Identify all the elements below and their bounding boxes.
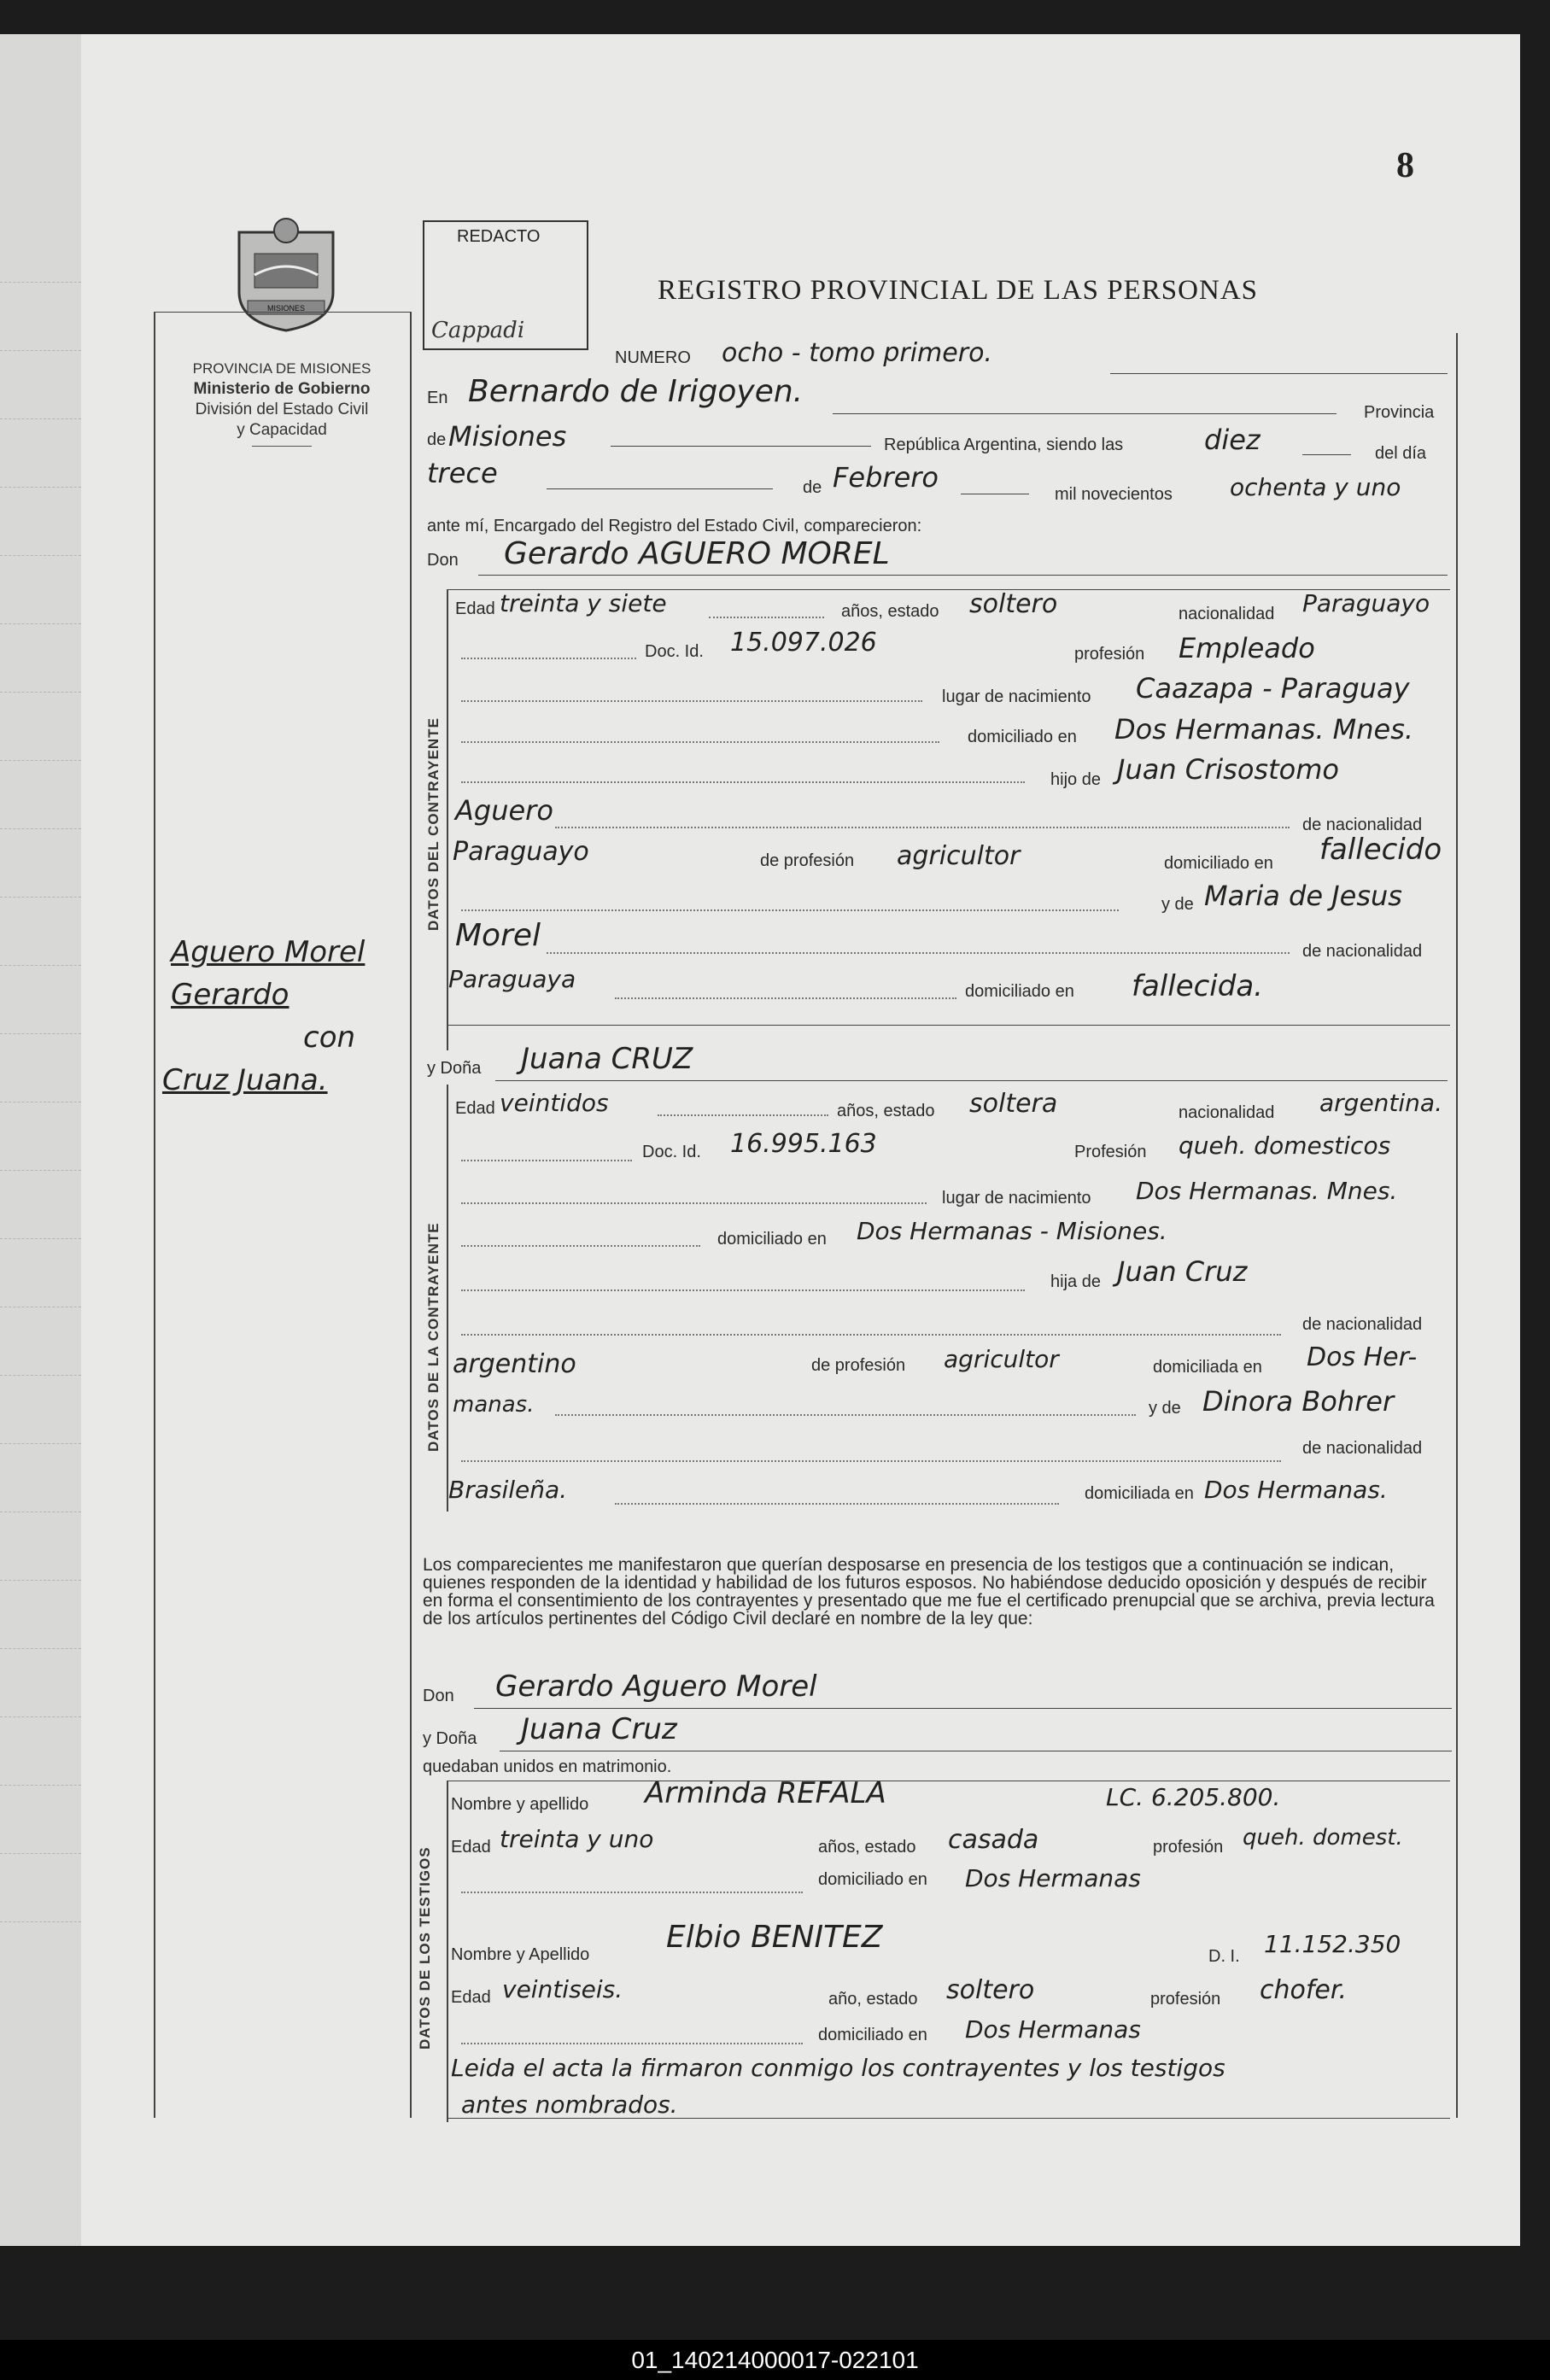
c-doc-label: Doc. Id. bbox=[645, 642, 704, 661]
t2-nombre-value: Elbio BENITEZ bbox=[666, 1920, 883, 1955]
t1-doc-value: LC. 6.205.800. bbox=[1106, 1783, 1281, 1811]
c-padre-dom-label: domiciliado en bbox=[1164, 854, 1273, 873]
de-label: de bbox=[427, 430, 447, 449]
t1-prof-value: queh. domest. bbox=[1243, 1825, 1403, 1851]
margin-note-bride: Cruz Juana. bbox=[162, 1063, 328, 1097]
f-padre-prof-value: agricultor bbox=[944, 1345, 1059, 1373]
republica-label: República Argentina, siendo las bbox=[884, 436, 1124, 454]
c-madre-dom-label: domiciliado en bbox=[965, 982, 1074, 1001]
c-nacionalidad-label: nacionalidad bbox=[1179, 605, 1275, 623]
margin-note-name: Gerardo bbox=[171, 978, 290, 1012]
closing-line-2: antes nombrados. bbox=[461, 2091, 678, 2119]
right-margin-rule bbox=[1456, 333, 1458, 2118]
institution-block bbox=[154, 359, 410, 452]
contrayenta-rule bbox=[447, 1085, 448, 1512]
t2-di-label: D. I. bbox=[1208, 1947, 1240, 1966]
c-madre-nac-value: Paraguaya bbox=[448, 965, 576, 993]
testigos-side-label: DATOS DE LOS TESTIGOS bbox=[417, 1846, 433, 2050]
page-number: 8 bbox=[1396, 146, 1414, 185]
contrayenta-side-label: DATOS DE LA CONTRAYENTE bbox=[425, 1222, 442, 1452]
c-edad-value: treinta y siete bbox=[500, 589, 667, 617]
inner-margin-rule bbox=[410, 312, 412, 2118]
c-madre-nac-label: de nacionalidad bbox=[1302, 942, 1423, 961]
c-padre-prof-label: de profesión bbox=[760, 851, 855, 870]
institution-ministry: Ministerio de Gobierno bbox=[193, 380, 371, 398]
f-madre-nac-value: Brasileña. bbox=[448, 1476, 568, 1504]
f-domicilio-value: Dos Hermanas - Misiones. bbox=[857, 1217, 1167, 1245]
c-padre-nac-label: de nacionalidad bbox=[1302, 816, 1423, 834]
f-padre-dom-value: Dos Her- bbox=[1307, 1342, 1418, 1372]
left-margin-rule bbox=[154, 312, 155, 2118]
f-lugar-value: Dos Hermanas. Mnes. bbox=[1136, 1177, 1398, 1205]
institution-province: PROVINCIA DE MISIONES bbox=[192, 360, 371, 377]
f-nacionalidad-value: argentina. bbox=[1319, 1089, 1442, 1117]
t1-edad-label: Edad bbox=[451, 1838, 491, 1857]
f-padre-value: Juan Cruz bbox=[1117, 1255, 1248, 1288]
f-estado-value: soltera bbox=[969, 1089, 1058, 1119]
declaration-paragraph: Los comparecientes me manifestaron que querían desposarse en presencia de los testigos que a continuación se indican, quienes responden de la identidad y habilidad de los futuros esposos. No habiéndose deducido oposición y después de recibir en forma el consentimiento de los contrayentes y presentado que me fue el certificado prenupcial que se archiva, previa lectura de los artículos pertinentes del Código Civil declaré en nombre de la ley que: bbox=[423, 1555, 1435, 1629]
c-padre-nac-value: Paraguayo bbox=[453, 837, 589, 867]
f-padre-prof-label: de profesión bbox=[811, 1356, 906, 1375]
f-profesion-value: queh. domesticos bbox=[1179, 1132, 1391, 1160]
en-value: Bernardo de Irigoyen. bbox=[468, 374, 804, 409]
t1-dom-label: domiciliado en bbox=[818, 1870, 927, 1889]
c-domicilio-value: Dos Hermanas. Mnes. bbox=[1114, 713, 1414, 746]
c-madre-surname: Morel bbox=[455, 918, 541, 953]
f-madre-dom-value: Dos Hermanas. bbox=[1204, 1476, 1388, 1504]
u-don-value: Gerardo Aguero Morel bbox=[495, 1670, 817, 1704]
c-padre-surname: Aguero bbox=[455, 794, 553, 827]
f-edad-value: veintidos bbox=[500, 1089, 609, 1117]
u-dona-label: y Doña bbox=[423, 1729, 477, 1748]
t2-dom-value: Dos Hermanas bbox=[965, 2015, 1141, 2044]
en-label: En bbox=[427, 389, 448, 407]
t1-nombre-label: Nombre y apellido bbox=[451, 1795, 589, 1814]
t2-edad-value: veintiseis. bbox=[502, 1975, 623, 2003]
anio-value: ochenta y uno bbox=[1230, 473, 1401, 501]
c-madre-value: Maria de Jesus bbox=[1204, 880, 1402, 912]
t2-doc-value: 11.152.350 bbox=[1264, 1930, 1401, 1958]
t2-nombre-label: Nombre y Apellido bbox=[451, 1945, 590, 1964]
t2-dom-label: domiciliado en bbox=[818, 2026, 927, 2044]
t1-prof-label: profesión bbox=[1153, 1838, 1224, 1857]
top-margin-rule bbox=[154, 312, 410, 313]
c-profesion-label: profesión bbox=[1074, 645, 1145, 664]
f-hija-label: hija de bbox=[1050, 1272, 1101, 1291]
t2-prof-label: profesión bbox=[1150, 1990, 1221, 2009]
f-domicilio-label: domiciliado en bbox=[717, 1230, 827, 1248]
f-padre-nac-value: argentino bbox=[453, 1349, 576, 1379]
margin-note-surname: Aguero Morel bbox=[171, 935, 366, 969]
f-madre-value: Dinora Bohrer bbox=[1202, 1385, 1395, 1418]
institution-capacity: y Capacidad bbox=[237, 421, 327, 439]
dia-value: trece bbox=[427, 457, 498, 489]
f-padre-dom-label: domiciliada en bbox=[1153, 1358, 1262, 1377]
c-lugar-label: lugar de nacimiento bbox=[942, 687, 1091, 706]
t1-nombre-value: Arminda REFALA bbox=[645, 1776, 886, 1810]
quedaban-text: quedaban unidos en matrimonio. bbox=[423, 1757, 672, 1776]
c-y-de-label: y de bbox=[1161, 895, 1194, 914]
c-padre-dom-value: fallecido bbox=[1319, 833, 1442, 867]
t1-anos-label: años, estado bbox=[818, 1838, 916, 1857]
u-dona-value: Juana Cruz bbox=[521, 1712, 677, 1746]
c-padre-value: Juan Crisostomo bbox=[1117, 753, 1339, 786]
t2-estado-value: soltero bbox=[946, 1975, 1035, 2005]
f-doc-value: 16.995.163 bbox=[730, 1129, 877, 1159]
document-title: REGISTRO PROVINCIAL DE LAS PERSONAS bbox=[658, 275, 1259, 306]
t1-edad-value: treinta y uno bbox=[500, 1825, 654, 1853]
c-lugar-value: Caazapa - Paraguay bbox=[1136, 672, 1410, 705]
f-padre-dom-value2: manas. bbox=[453, 1392, 535, 1418]
f-edad-label: Edad bbox=[455, 1099, 495, 1118]
closing-line-1: Leida el acta la firmaron conmigo los contrayentes y los testigos bbox=[451, 2054, 1225, 2082]
footer-filename: 01_140214000017-022101 bbox=[0, 2340, 1550, 2380]
del-dia-label: del día bbox=[1375, 444, 1427, 463]
c-domicilio-label: domiciliado en bbox=[968, 728, 1077, 746]
seal-text: MISIONES bbox=[266, 304, 306, 313]
province-seal-icon bbox=[231, 215, 342, 335]
redacto-box bbox=[423, 220, 588, 350]
margin-note-con: con bbox=[303, 1020, 356, 1055]
y-dona-label: y Doña bbox=[427, 1059, 482, 1078]
f-anos-estado-label: años, estado bbox=[837, 1102, 935, 1120]
y-dona-value: Juana CRUZ bbox=[521, 1042, 693, 1076]
c-doc-value: 15.097.026 bbox=[730, 628, 877, 658]
f-profesion-label: Profesión bbox=[1074, 1143, 1147, 1161]
c-madre-dom-value: fallecida. bbox=[1132, 969, 1263, 1003]
f-nacionalidad-label: nacionalidad bbox=[1179, 1103, 1275, 1122]
redacto-label: REDACTO bbox=[457, 227, 541, 246]
t1-dom-value: Dos Hermanas bbox=[965, 1864, 1141, 1892]
numero-value: ocho - tomo primero. bbox=[722, 338, 992, 368]
c-estado-value: soltero bbox=[969, 589, 1058, 619]
c-anos-estado-label: años, estado bbox=[841, 602, 939, 621]
redacto-signature: Cappadi bbox=[431, 318, 525, 343]
t2-prof-value: chofer. bbox=[1260, 1975, 1347, 2005]
de-value: Misiones bbox=[448, 420, 567, 453]
f-lugar-label: lugar de nacimiento bbox=[942, 1189, 1091, 1208]
f-madre-dom-label: domiciliada en bbox=[1085, 1484, 1194, 1503]
f-y-de-label: y de bbox=[1149, 1399, 1181, 1418]
institution-division: División del Estado Civil bbox=[195, 401, 369, 418]
contrayente-side-label: DATOS DEL CONTRAYENTE bbox=[425, 717, 442, 931]
hora-value: diez bbox=[1204, 424, 1260, 456]
c-padre-prof-value: agricultor bbox=[897, 841, 1021, 871]
numero-label: NUMERO bbox=[615, 348, 691, 367]
t2-edad-label: Edad bbox=[451, 1988, 491, 2007]
testigos-rule bbox=[447, 1781, 448, 2122]
c-hijo-label: hijo de bbox=[1050, 770, 1101, 789]
t1-estado-value: casada bbox=[948, 1825, 1039, 1855]
t2-anos-label: año, estado bbox=[828, 1990, 918, 2009]
adjacent-page-edge bbox=[0, 34, 81, 2246]
f-doc-label: Doc. Id. bbox=[642, 1143, 701, 1161]
f-madre-nac-label: de nacionalidad bbox=[1302, 1439, 1423, 1458]
ante-mi-text: ante mí, Encargado del Registro del Estado Civil, comparecieron: bbox=[427, 517, 922, 535]
f-padre-nac-label: de nacionalidad bbox=[1302, 1315, 1423, 1334]
c-edad-label: Edad bbox=[455, 599, 495, 618]
u-don-label: Don bbox=[423, 1687, 454, 1705]
mil-label: mil novecientos bbox=[1055, 485, 1173, 504]
c-nacionalidad-value: Paraguayo bbox=[1302, 589, 1430, 617]
de-mes-label: de bbox=[803, 478, 822, 497]
c-profesion-value: Empleado bbox=[1179, 632, 1315, 664]
don-label: Don bbox=[427, 551, 459, 570]
mes-value: Febrero bbox=[833, 461, 939, 494]
don-value: Gerardo AGUERO MOREL bbox=[504, 536, 890, 571]
provincia-label: Provincia bbox=[1364, 403, 1435, 422]
